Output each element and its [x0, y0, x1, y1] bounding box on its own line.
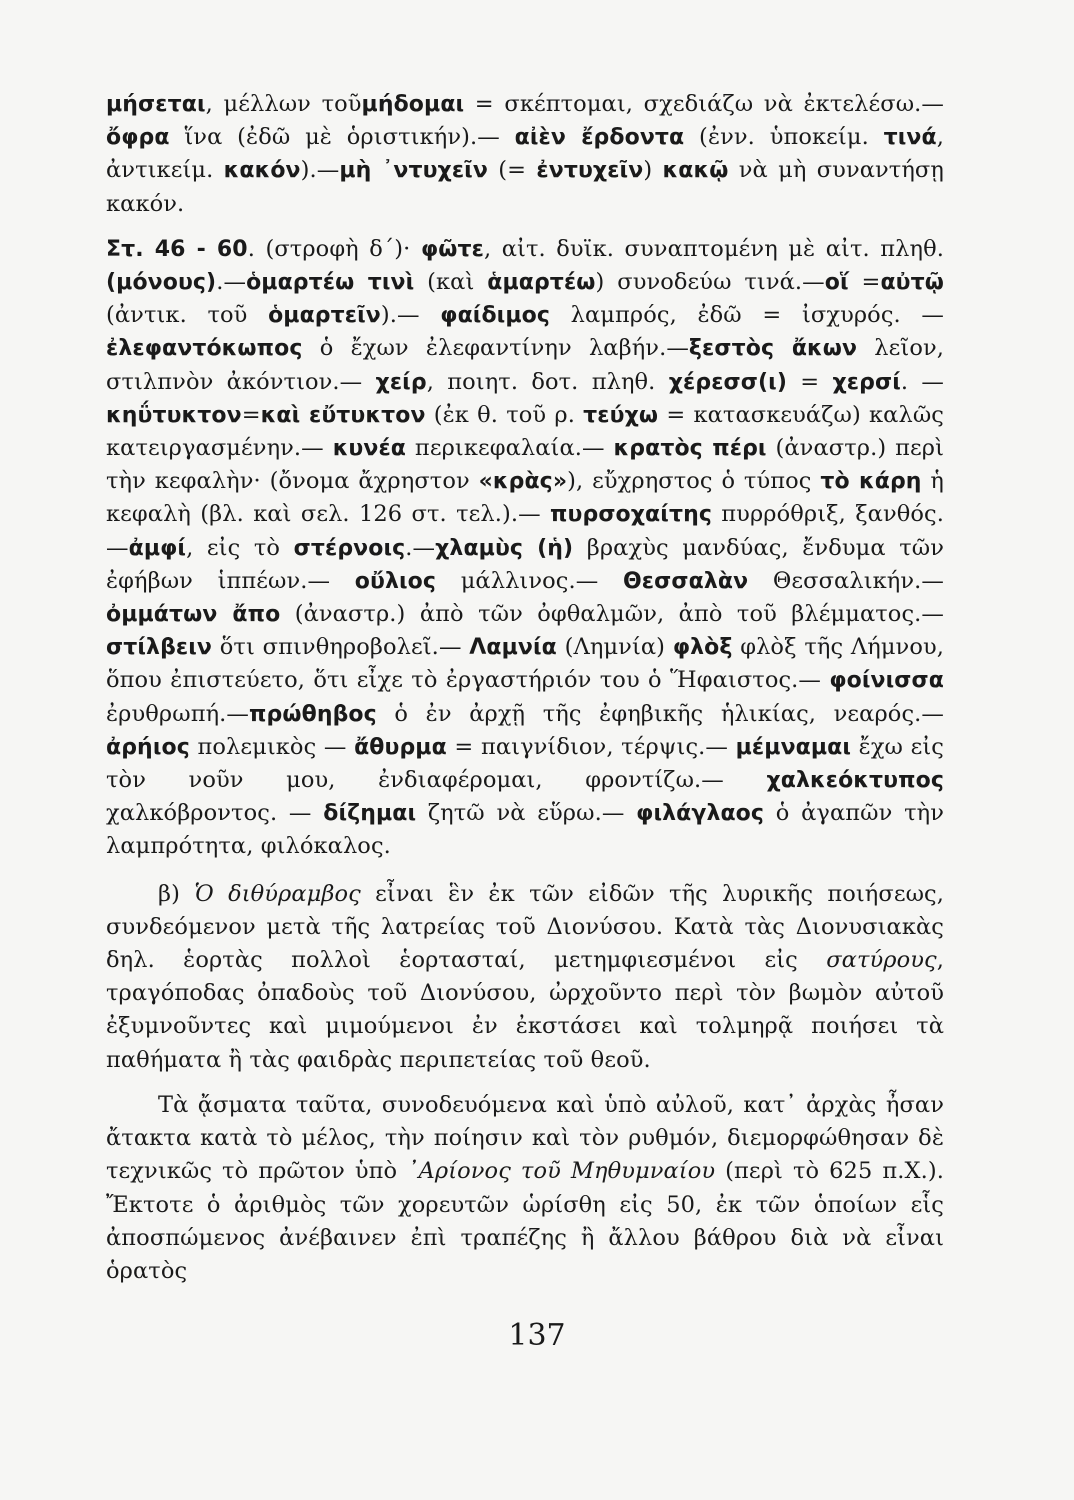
- text-run: = κατασκευάζω) καλῶς κατειργασμένην.—: [106, 401, 944, 462]
- lemma: μὴ ᾽ντυχεῖν: [339, 158, 488, 184]
- lemma: τὸ κάρη: [820, 469, 922, 495]
- lemma: φλὸξ: [672, 635, 733, 661]
- text-run: ὅτι σπινθηροβολεῖ.—: [212, 634, 470, 661]
- lemma: κακόν: [223, 158, 301, 184]
- text-run: , ἀντικείμ.: [106, 124, 944, 184]
- dithyramb-paragraph: [106, 878, 944, 1077]
- text-run: =: [848, 269, 881, 296]
- text-run: (περὶ τὸ 625 π.Χ.). Ἔκτοτε ὁ ἀριθμὸς τῶν χορευτῶν ὡρίσθη εἰς 50, ἐκ τῶν ὁποίων εἷς ἀποσπώμενος ἀνέβαινεν ἐπὶ τραπέζης ἢ ἄλλου βάθρου διὰ νὰ εἶναι ὁρατὸς: [106, 1158, 945, 1284]
- lemma: ἁμαρτέω: [487, 270, 596, 296]
- text-run: ὁ ἐν ἀρχῇ τῆς ἐφηβικῆς ἡλικίας, νεαρός.—: [376, 700, 944, 727]
- text-run: .—: [405, 534, 436, 561]
- text-run: εἶναι ἓν ἐκ τῶν εἰδῶν τῆς λυρικῆς ποιήσεως, συνδεόμενον μετὰ τῆς λατρείας τοῦ Διονύσου. Κατὰ τὰς Διονυσιακὰς δηλ. ἑορτὰς πολλοὶ ἑορτασταί, μετημφιεσμένοι εἰς: [106, 880, 944, 974]
- text-run: (ἀναστρ.) περὶ τὴν κεφαλὴν· (ὄνομα ἄχρηστον: [106, 435, 945, 495]
- text-run: , αἰτ. δυϊκ. συναπτομένη μὲ αἰτ. πληθ.: [483, 235, 944, 262]
- text-run: =: [786, 368, 833, 395]
- lemma: τινά: [883, 125, 937, 151]
- text-run: ὁ ἔχων ἐλεφαντίνην λαβήν.—: [302, 335, 689, 362]
- lemma: πυρσοχαίτης: [550, 502, 712, 528]
- text-run: μάλλινος.—: [436, 567, 623, 594]
- text-run: ), εὔχρηστος ὁ τύπος: [567, 468, 821, 495]
- text-run: ἵνα (ἐδῶ μὲ ὁριστικήν).—: [169, 124, 515, 151]
- text-run: (ἀναστρ.) ἀπὸ τῶν ὀφθαλμῶν, ἀπὸ τοῦ βλέμματος.—: [280, 601, 944, 628]
- text-run: , μέλλων τοῦ: [205, 91, 362, 117]
- lemma: αἰὲν ἔρδοντα: [514, 125, 685, 151]
- text-run: β): [158, 880, 195, 907]
- page-number: 137: [508, 1318, 566, 1353]
- text-run: .—: [216, 269, 247, 296]
- lemma: ὄφρα: [106, 125, 170, 151]
- text-run: ἔχω εἰς τὸν νοῦν μου, ἐνδιαφέρομαι, φροντίζω.—: [106, 733, 944, 794]
- commentary-paragraph-2: [106, 233, 944, 864]
- lemma: φῶτε: [420, 236, 484, 262]
- lemma: κρατὸς πέρι: [613, 436, 767, 462]
- text-run: λεῖον, στιλπνὸν ἀκόντιον.—: [106, 335, 945, 395]
- italic-term: σατύρους: [826, 947, 937, 974]
- lemma: χλαμὺς (ἡ): [435, 535, 574, 561]
- page-text-block: [106, 88, 944, 1288]
- text-run: ): [643, 157, 663, 184]
- lemma: ἐντυχεῖν: [536, 158, 644, 184]
- lemma: χαλκεόκτυπος: [766, 768, 944, 794]
- lemma: Θεσσαλὰν: [623, 568, 749, 594]
- text-run: ) συνοδεύω τινά.—: [595, 269, 825, 296]
- lemma: ὁμαρτεῖν: [268, 303, 381, 329]
- lemma: «κρὰς»: [478, 469, 568, 495]
- lemma: κηΰτυκτον: [106, 402, 242, 428]
- lemma: φιλάγλαος: [636, 801, 765, 827]
- lemma: Λαμνία: [469, 635, 557, 661]
- lemma: ὀμμάτων ἄπο: [106, 602, 281, 628]
- lemma: ξεστὸς ἄκων: [688, 336, 858, 362]
- lemma: φαίδιμος: [440, 303, 550, 329]
- lemma: ἀρήιος: [106, 734, 190, 760]
- lemma: ἄθυρμα: [354, 734, 447, 760]
- lemma: μήσεται: [106, 92, 206, 117]
- text-run: χαλκόβροντος. —: [106, 800, 324, 827]
- lemma: οἵ: [824, 270, 849, 296]
- text-run: . —: [900, 368, 944, 395]
- text-run: = σκέπτομαι, σχεδιάζω νὰ ἐκτελέσω.—: [464, 91, 944, 117]
- lemma: ἐλεφαντόκωπος: [106, 336, 303, 362]
- text-run: =: [241, 401, 261, 428]
- text-run: , εἰς τὸ: [186, 534, 294, 561]
- text-run: ὁ ἀγαπῶν τὴν λαμπρότητα, φιλόκαλος.: [106, 800, 944, 860]
- lemma: ἀμφί: [128, 535, 187, 561]
- text-run: νὰ μὴ συναντήσῃ κακόν.: [106, 157, 944, 217]
- lemma: καὶ εὔτυκτον: [260, 402, 426, 428]
- lemma: χερσί: [832, 369, 901, 395]
- lemma: κακῷ: [662, 158, 729, 184]
- text-run: ).—: [300, 157, 340, 184]
- text-run: , ποιητ. δοτ. πληθ.: [426, 368, 669, 395]
- lemma: αὐτῷ: [880, 270, 944, 296]
- text-run: (καὶ: [414, 269, 488, 296]
- text-run: Τὰ ᾄσματα ταῦτα, συνοδευόμενα καὶ ὑπὸ αὐλοῦ, κατ᾽ ἀρχὰς ἦσαν ἄτακτα κατὰ τὸ μέλος, τὴν ποίησιν καὶ τὸν ρυθμόν, διεμορφώθησαν δὲ τεχνικῶς τὸ πρῶτον ὑπὸ: [106, 1091, 944, 1185]
- text-run: Θεσσαλικήν.—: [748, 567, 944, 594]
- text-run: ).—: [380, 302, 441, 329]
- lemma: στίλβειν: [106, 635, 213, 661]
- text-run: ἡ κεφαλὴ (βλ. καὶ σελ. 126 στ. τελ.).—: [106, 468, 944, 528]
- text-run: λαμπρός, ἐδῶ = ἰσχυρός. —: [550, 302, 945, 329]
- lemma: μήδομαι: [361, 92, 465, 117]
- text-run: φλὸξ τῆς Λήμνου, ὅπου ἐπιστεύετο, ὅτι εἶχε τὸ ἐργαστήριόν του ὁ Ἥφαιστος.—: [106, 634, 945, 694]
- lemma: οὔλιος: [354, 568, 437, 594]
- lemma: κυνέα: [332, 436, 407, 462]
- lemma: φοίνισσα: [829, 668, 944, 694]
- lemma: μέμναμαι: [735, 734, 852, 760]
- text-run: , τραγόποδας ὀπαδοὺς τοῦ Διονύσου, ὠρχοῦντο περὶ τὸν βωμὸν αὐτοῦ ἐξυμνοῦντες καὶ μιμούμενοι ἐν ἐκστάσει καὶ τολμηρᾷ ποιήσει τὰ παθήματα ἢ τὰς φαιδρὰς περιπετείας τοῦ θεοῦ.: [106, 947, 944, 1073]
- text-run: πολεμικὸς —: [189, 733, 355, 760]
- lemma: δίζημαι: [323, 801, 417, 827]
- lemma: πρώθηβος: [249, 701, 377, 727]
- text-run: (ἐκ θ. τοῦ ρ.: [425, 401, 584, 428]
- text-run: ἐρυθρωπή.—: [106, 700, 250, 727]
- lemma: ὁμαρτέω τινὶ: [246, 270, 415, 296]
- text-run: βραχὺς μανδύας, ἔνδυμα τῶν ἐφήβων ἱππέων.—: [106, 534, 944, 594]
- text-run: . (στροφὴ δ΄)·: [247, 235, 421, 262]
- text-run: πυρρόθριξ, ξανθός.—: [106, 501, 945, 561]
- text-run: (ἀντικ. τοῦ: [106, 302, 269, 329]
- lemma: (μόνους): [106, 270, 217, 296]
- lemma: χέρεσσ(ι): [668, 369, 787, 395]
- text-run: (ἐνν. ὑποκείμ.: [684, 124, 884, 151]
- lemma: χείρ: [375, 369, 427, 395]
- lemma: τεύχω: [583, 402, 659, 428]
- lemma: Στ. 46 - 60: [106, 236, 248, 262]
- italic-term: ᾽Αρίονος τοῦ Μηθυμναίου: [407, 1158, 716, 1185]
- italic-term: Ὁ διθύραμβος: [194, 880, 361, 907]
- lemma: στέρνοις: [293, 535, 406, 561]
- text-run: περικεφαλαία.—: [406, 435, 614, 462]
- text-run: (Λημνία): [556, 634, 673, 661]
- arion-paragraph: [106, 1089, 944, 1288]
- text-run: (=: [487, 157, 537, 184]
- text-run: = παιγνίδιον, τέρψις.—: [446, 733, 736, 760]
- commentary-paragraph-1: [106, 88, 944, 221]
- text-run: ζητῶ νὰ εὕρω.—: [416, 800, 637, 827]
